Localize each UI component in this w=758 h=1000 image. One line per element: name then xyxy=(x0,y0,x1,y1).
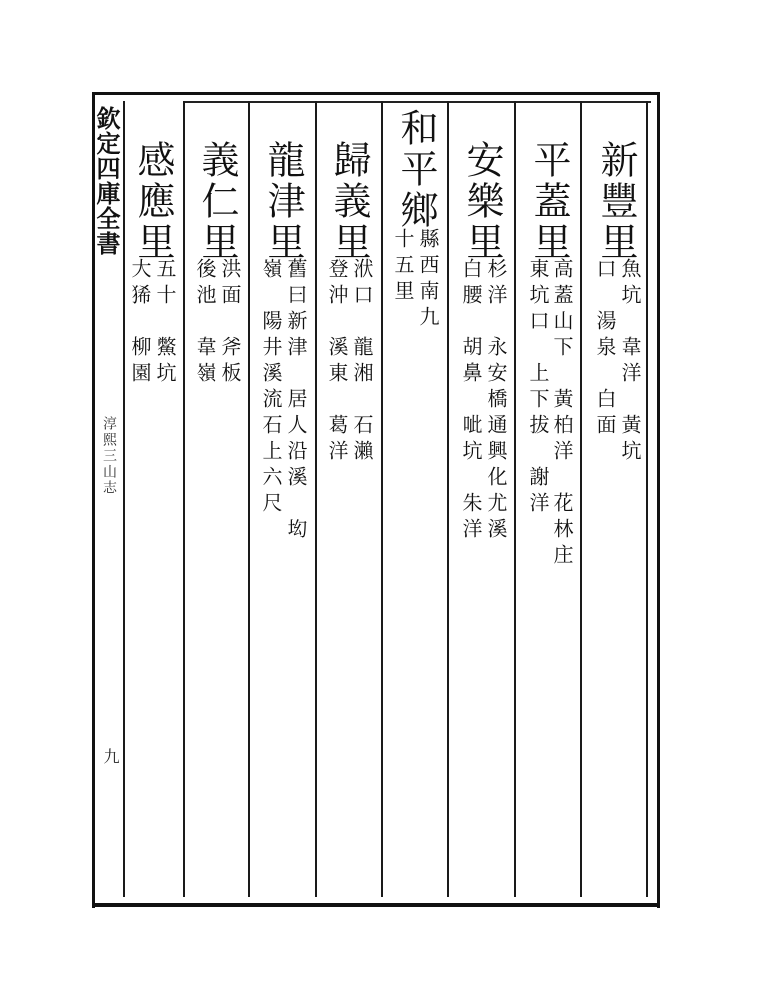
note-pinggai-1: 高蓋山下 黃柏洋 花林庄 xyxy=(550,258,574,570)
note-xinfeng-2: 口 湯泉 白面 xyxy=(593,258,617,440)
note-xinfeng-1: 魚坑 韋洋 黃坑 xyxy=(618,258,642,466)
note-longjin-1: 舊曰新津 居人沿溪 㘭 xyxy=(284,258,308,544)
column-rule xyxy=(646,101,648,897)
note-anle-2: 白腰 胡鼻 呲坑 朱洋 xyxy=(459,258,483,544)
column-rule xyxy=(447,101,449,897)
note-heping-2: 十五里 xyxy=(391,228,415,306)
column-rule xyxy=(381,101,383,897)
note-heping-1: 縣西南九 xyxy=(416,228,440,332)
note-ganying-1: 五十 鱉坑 xyxy=(153,258,177,388)
column-rule xyxy=(315,101,317,897)
note-anle-1: 杉洋 永安橋通興化尤溪 xyxy=(484,258,508,544)
note-longjin-2: 嶺 陽井溪流石上六尺 xyxy=(259,258,283,518)
heading-heping: 和平鄉 xyxy=(394,108,438,231)
column-rule xyxy=(580,101,582,897)
column-rule xyxy=(514,101,516,897)
page-number: 九 xyxy=(101,748,120,764)
note-guiyi-2: 登沖 溪東 葛洋 xyxy=(325,258,349,466)
heading-ganying: 感應里 xyxy=(131,140,175,263)
page-frame xyxy=(92,92,660,907)
heading-yiren: 義仁里 xyxy=(195,140,239,263)
note-ganying-2: 大狶 柳園 xyxy=(128,258,152,388)
heading-longjin: 龍津里 xyxy=(261,140,305,263)
page-border-right xyxy=(657,92,660,908)
book-title: 欽定四庫全書 xyxy=(92,106,121,256)
column-rule xyxy=(183,101,185,897)
note-pinggai-2: 東坑口 上下拔 謝洋 xyxy=(526,258,550,518)
column-rule xyxy=(248,101,250,897)
heading-pinggai: 平蓋里 xyxy=(527,140,571,263)
note-guiyi-1: 洑口 龍湘 石瀨 xyxy=(350,258,374,466)
source-title: 淳熙三山志 xyxy=(101,416,117,496)
margin-strip xyxy=(92,96,124,900)
note-yiren-2: 後池 韋嶺 xyxy=(193,258,217,388)
note-yiren-1: 洪面 斧板 xyxy=(218,258,242,388)
heading-guiyi: 歸義里 xyxy=(327,140,371,263)
heading-xinfeng: 新豐里 xyxy=(594,140,638,263)
heading-anle: 安樂里 xyxy=(460,140,504,263)
